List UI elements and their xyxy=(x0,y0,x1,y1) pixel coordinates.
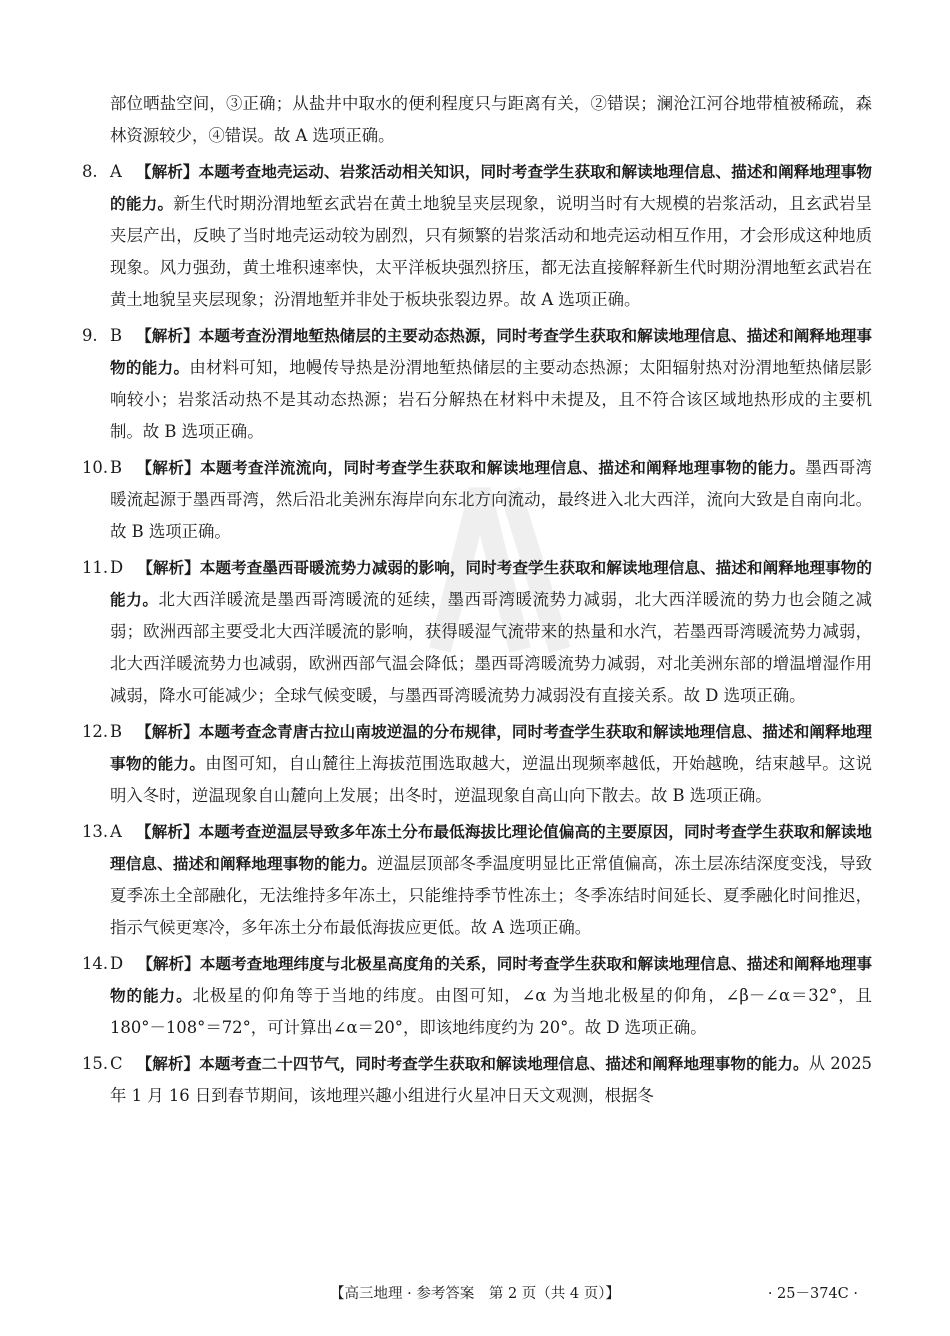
question-number: 13. xyxy=(82,822,109,841)
footer-document-code: · 25－374C · xyxy=(767,1286,858,1302)
question-number: 14. xyxy=(82,954,109,973)
analysis-label: 【解析】 xyxy=(135,163,199,181)
analysis-focus: 本题考查洋流流向，同时考查学生获取和解读地理信息、描述和阐释地理事物的能力。 xyxy=(200,459,806,477)
question-9 xyxy=(82,320,872,448)
answer-choice: B xyxy=(110,722,123,741)
answer-choice: D xyxy=(110,558,124,577)
question-number: 9. xyxy=(82,326,98,345)
analysis-focus: 本题考查墨西哥暖流势力减弱的影响，同时考查学生获取和解读地理信息、描述和阐释地理事物的能力。 xyxy=(110,559,872,609)
analysis-label: 【解析】 xyxy=(136,723,199,741)
analysis-body: 由图可知，自山麓往上海拔范围选取越大，逆温出现频率越低，开始越晚，结束越早。这说明入冬时，逆温现象自山麓向上发展；出冬时，逆温现象自高山向下散去。故 B 选项正确。 xyxy=(110,754,872,805)
analysis-body: 北极星的仰角等于当地的纬度。由图可知，∠α 为当地北极星的仰角，∠β－∠α＝32°，且 180°－108°＝72°，可计算出∠α＝20°，即该地纬度约为 20°。故 D 选项正确。 xyxy=(110,986,872,1037)
question-14 xyxy=(82,948,872,1044)
analysis-focus: 本题考查地理纬度与北极星高度角的关系，同时考查学生获取和解读地理信息、描述和阐释地理事物的能力。 xyxy=(110,955,872,1005)
analysis-body: 逆温层顶部冬季温度明显比正常值偏高，冻土层冻结深度变浅，导致夏季冻土全部融化，无法维持多年冻土，只能维持季节性冻土；冬季冻结时间延长、夏季融化时间推迟，指示气候更寒冷，多年冻土分布最低海拔应更低。故 A 选项正确。 xyxy=(110,854,872,937)
analysis-label: 【解析】 xyxy=(137,559,200,577)
answer-choice: B xyxy=(110,326,123,345)
analysis-focus: 本题考查逆温层导致多年冻土分布最低海拔比理论值偏高的主要原因，同时考查学生获取和解读地理信息、描述和阐释地理事物的能力。 xyxy=(110,823,872,873)
answer-choice: C xyxy=(110,1054,123,1073)
analysis-label: 【解析】 xyxy=(136,327,199,345)
answer-choice: A xyxy=(110,162,122,181)
question-number: 12. xyxy=(82,722,109,741)
answer-choice: A xyxy=(110,822,122,841)
question-8 xyxy=(82,156,872,316)
footer-page-info: 【高三地理 · 参考答案 第 2 页（共 4 页）】 xyxy=(330,1286,620,1302)
page-footer xyxy=(0,1282,950,1306)
previous-question-continuation: 部位晒盐空间，③正确；从盐井中取水的便利程度只与距离有关，②错误；澜沧江河谷地带植被稀疏，森林资源较少，④错误。故 A 选项正确。 xyxy=(110,94,872,145)
analysis-focus: 本题考查汾渭地堑热储层的主要动态热源，同时考查学生获取和解读地理信息、描述和阐释地理事物的能力。 xyxy=(110,327,872,377)
answer-choice: D xyxy=(110,954,124,973)
question-10 xyxy=(82,452,872,548)
analysis-body: 墨西哥湾暖流起源于墨西哥湾，然后沿北美洲东海岸向东北方向流动，最终进入北大西洋，流向大致是自南向北。故 B 选项正确。 xyxy=(110,458,872,541)
question-15 xyxy=(82,1048,872,1112)
analysis-body: 从 2025 年 1 月 16 日到春节期间，该地理兴趣小组进行火星冲日天文观测，根据冬 xyxy=(110,1054,872,1105)
analysis-label: 【解析】 xyxy=(136,1055,200,1073)
analysis-focus: 本题考查二十四节气，同时考查学生获取和解读地理信息、描述和阐释地理事物的能力。 xyxy=(199,1055,809,1073)
question-number: 15. xyxy=(82,1054,109,1073)
analysis-body: 新生代时期汾渭地堑玄武岩在黄土地貌呈夹层现象，说明当时有大规模的岩浆活动，且玄武岩呈夹层产出，反映了当时地壳运动较为剧烈，只有频繁的岩浆活动和地壳运动相互作用，才会形成这种地质现象。风力强劲，黄土堆积速率快，太平洋板块强烈挤压，都无法直接解释新生代时期汾渭地堑玄武岩在黄土地貌呈夹层现象；汾渭地堑并非处于板块张裂边界。故 A 选项正确。 xyxy=(110,194,872,309)
answer-choice: B xyxy=(110,458,123,477)
question-11 xyxy=(82,552,872,712)
analysis-body: 由材料可知，地幔传导热是汾渭地堑热储层的主要动态热源；太阳辐射热对汾渭地堑热储层影响较小；岩浆活动热不是其动态热源；岩石分解热在材料中未提及，且不符合该区域地热形成的主要机制。故 B 选项正确。 xyxy=(110,358,872,441)
question-number: 10. xyxy=(82,458,109,477)
question-number: 11. xyxy=(82,558,109,577)
analysis-label: 【解析】 xyxy=(135,823,199,841)
analysis-focus: 本题考查念青唐古拉山南坡逆温的分布规律，同时考查学生获取和解读地理信息、描述和阐释地理事物的能力。 xyxy=(110,723,872,773)
question-13 xyxy=(82,816,872,944)
analysis-focus: 本题考查地壳运动、岩浆活动相关知识，同时考查学生获取和解读地理信息、描述和阐释地理事物的能力。 xyxy=(110,163,872,213)
question-number: 8. xyxy=(82,162,98,181)
analysis-label: 【解析】 xyxy=(137,955,200,973)
question-12 xyxy=(82,716,872,812)
analysis-label: 【解析】 xyxy=(136,459,201,477)
analysis-body: 北大西洋暖流是墨西哥湾暖流的延续，墨西哥湾暖流势力减弱，北大西洋暖流的势力也会随之减弱；欧洲西部主要受北大西洋暖流的影响，获得暖湿气流带来的热量和水汽，若墨西哥湾暖流势力减弱，北大西洋暖流势力也减弱，欧洲西部气温会降低；墨西哥湾暖流势力减弱，对北美洲东部的增温增湿作用减弱，降水可能减少；全球气候变暖，与墨西哥湾暖流势力减弱没有直接关系。故 D 选项正确。 xyxy=(110,590,872,705)
page-content xyxy=(82,88,872,1116)
